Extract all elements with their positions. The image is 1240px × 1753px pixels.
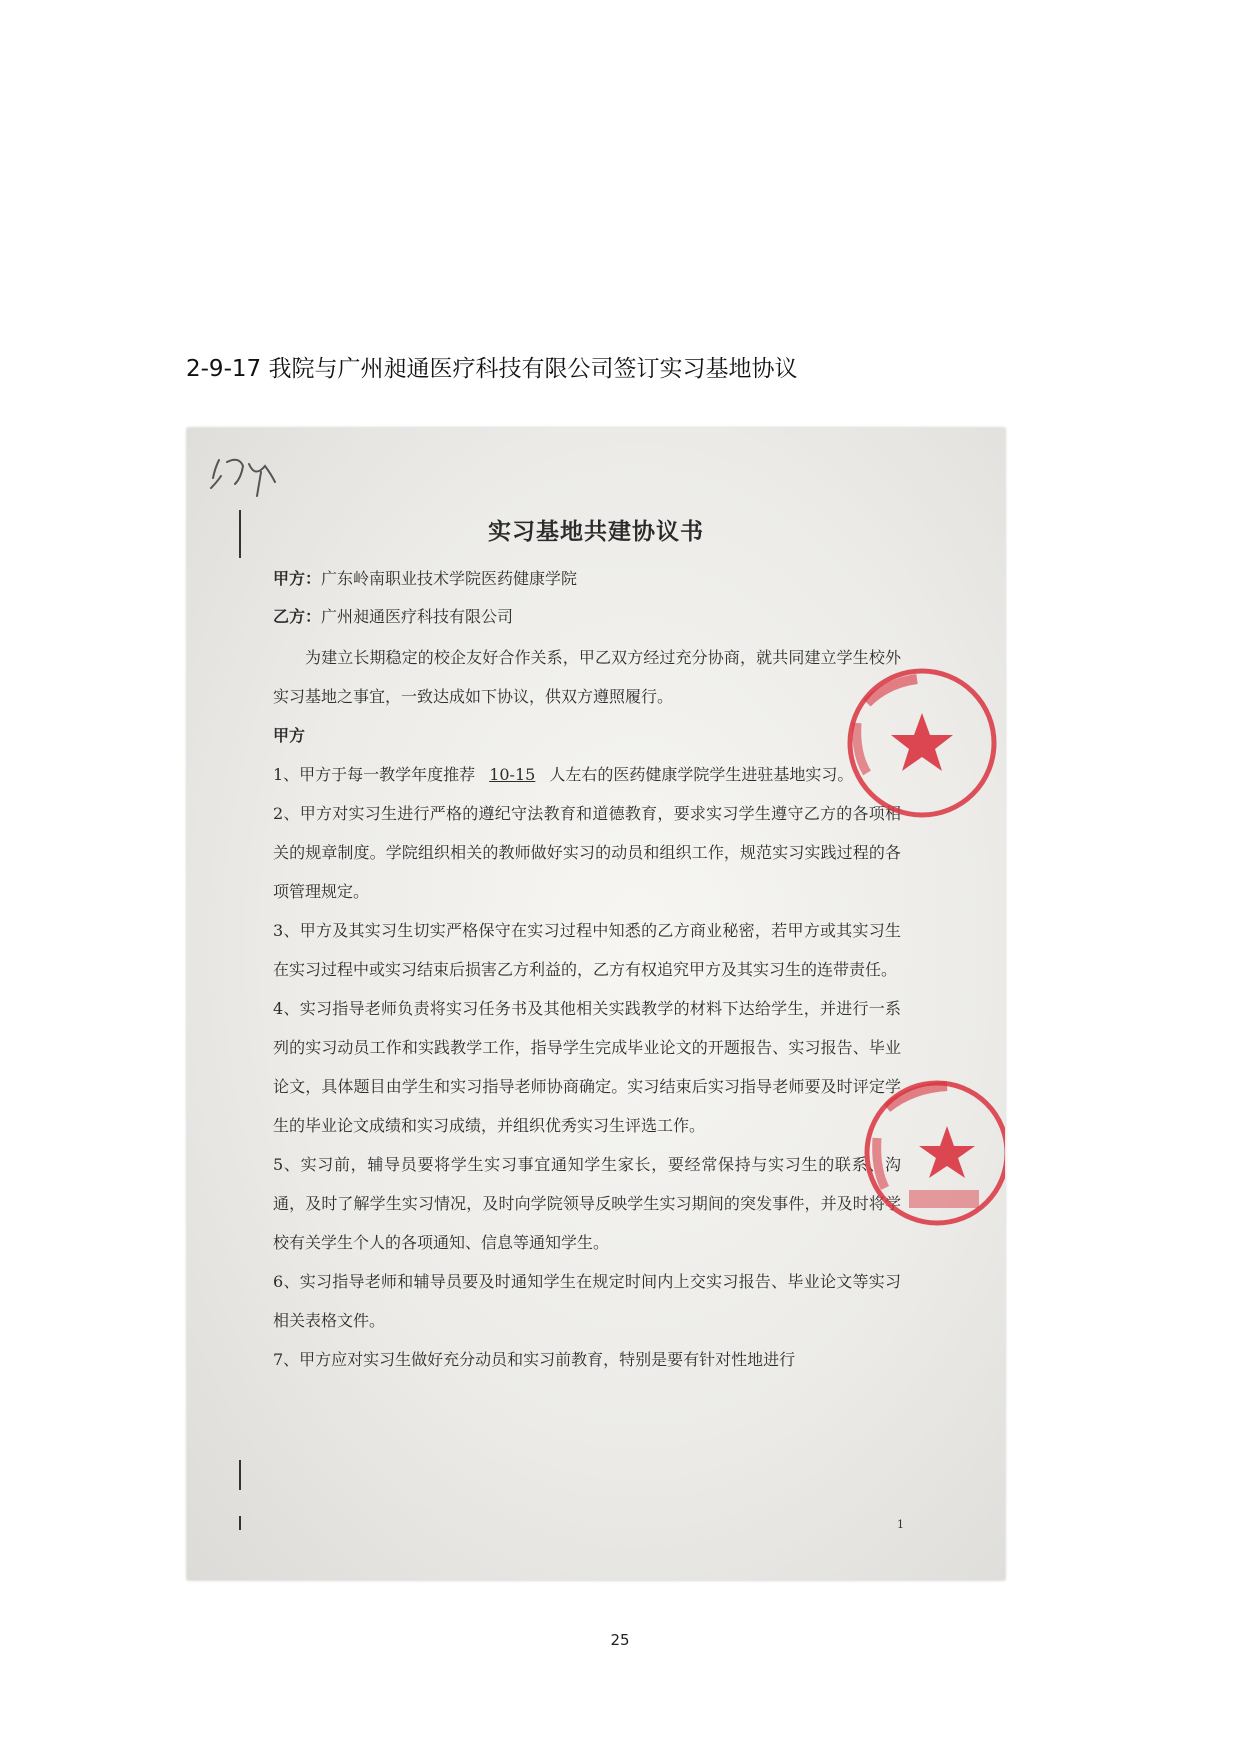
document-title: 实习基地共建协议书 [488,518,704,545]
clause-2: 2、甲方对实习生进行严格的遵纪守法教育和道德教育，要求实习学生遵守乙方的各项相关的规章制度。学院组织相关的教师做好实习的动员和组织工作，规范实习实践过程的各项管理规定。 [273,804,901,901]
party-a-label: 甲方： [273,569,322,588]
page-caption: 2-9-17 我院与广州昶通医疗科技有限公司签订实习基地协议 [186,356,798,382]
margin-mark-mid [239,1460,241,1490]
party-b-line [273,604,513,627]
clause-4: 4、实习指导老师负责将实习任务书及其他相关实践教学的材料下达给学生，并进行一系列的实习动员工作和实践教学工作，指导学生完成毕业论文的开题报告、实习报告、毕业论文，具体题目由学生和实习指导老师协商确定。实习结束后实习指导老师要及时评定学生的毕业论文成绩和实习成绩，并组织优秀实习生评选工作。 [273,999,901,1135]
clause-7: 7、甲方应对实习生做好充分动员和实习前教育，特别是要有针对性地进行 [273,1350,796,1369]
clause-3: 3、甲方及其实习生切实严格保守在实习过程中知悉的乙方商业秘密，若甲方或其实习生在实习过程中或实习结束后损害乙方利益的，乙方有权追究甲方及其实习生的连带责任。 [273,921,901,979]
agreement-body [273,638,901,1379]
margin-mark-bottom [239,1516,241,1530]
handwritten-note [205,448,285,508]
clause-1: 1、甲方于每一教学年度推荐 10-15 人左右的医药健康学院学生进驻基地实习。 [273,765,854,784]
clause-5: 5、实习前，辅导员要将学生实习事宜通知学生家长，要经常保持与实习生的联系、沟通，及时了解学生实习情况，及时向学院领导反映学生实习期间的突发事件，并及时将学校有关学生个人的各项通知、信息等通知学生。 [273,1155,901,1252]
clause-6: 6、实习指导老师和辅导员要及时通知学生在规定时间内上交实习报告、毕业论文等实习相关表格文件。 [273,1272,901,1330]
company-seal [827,663,1005,833]
intern-count-value: 10-15 [489,765,536,784]
college-seal [837,1068,1005,1238]
intro-paragraph: 为建立长期稳定的校企友好合作关系，甲乙双方经过充分协商，就共同建立学生校外实习基地之事宜，一致达成如下协议，供双方遵照履行。 [273,648,901,706]
party-a-line [273,566,577,589]
section-party-a: 甲方 [273,726,306,745]
party-b-name: 广州昶通医疗科技有限公司 [321,607,514,626]
page-number: 25 [610,1631,630,1649]
party-a-name: 广东岭南职业技术学院医药健康学院 [321,569,578,588]
inner-page-number: 1 [897,1518,904,1531]
party-b-label: 乙方： [273,607,322,626]
scanned-document [187,428,1005,1580]
